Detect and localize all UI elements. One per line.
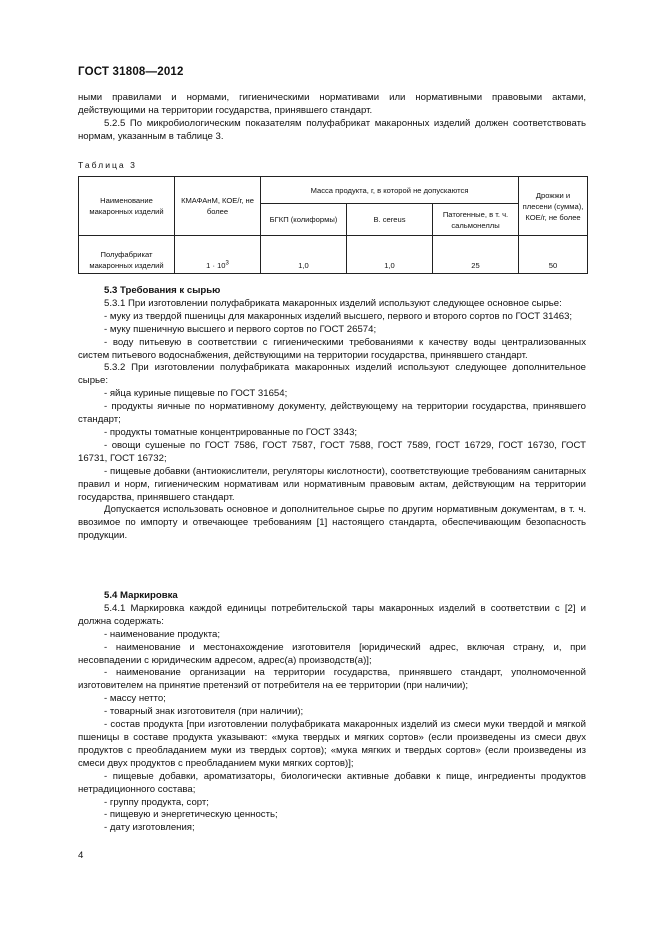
- microbiology-table: [78, 176, 588, 274]
- list-item: - пищевую и энергетическую ценность;: [104, 809, 278, 821]
- list-item: - дату изготовления;: [104, 822, 195, 834]
- header-kmafanm: КМАФАнМ, КОЕ/г, не более: [175, 177, 261, 236]
- cell-kmafanm-base: 1 · 10: [206, 261, 226, 270]
- header-bcereus: B. cereus: [347, 204, 433, 236]
- list-item: - овощи сушеные по ГОСТ 7586, ГОСТ 7587, ГОСТ 7588, ГОСТ 7589, ГОСТ 16729, ГОСТ 16730, ГОСТ 16731, ГОСТ 16732;: [78, 439, 586, 464]
- list-item: - наименование и местонахождение изготовителя [юридический адрес, включая страну, и, при несовпадении с юридическим адресом, адрес(а) производств(а)];: [78, 641, 586, 666]
- top-text-block: [78, 92, 586, 144]
- list-item: - продукты томатные концентрированные по ГОСТ 3343;: [104, 426, 358, 438]
- document-header: ГОСТ 31808—2012: [78, 66, 184, 78]
- cell-pathogenic: 25: [433, 236, 519, 274]
- paragraph-5-3-2: 5.3.2 При изготовлении полуфабриката макаронных изделий используют следующее дополнительное сырье:: [78, 362, 586, 387]
- cell-kmafanm-exponent: 3: [225, 260, 229, 267]
- list-item: - воду питьевую в соответствии с гигиеническими требованиями к качеству воды централизованных систем питьевого водоснабжения, действующими на территории государства, принявшего стандарт.: [78, 336, 586, 361]
- cell-bcereus: 1,0: [347, 236, 433, 274]
- list-item: - группу продукта, сорт;: [104, 796, 209, 808]
- cell-yeast-mold: 50: [519, 236, 588, 274]
- list-item: - массу нетто;: [104, 693, 166, 705]
- section-5-3-title: 5.3 Требования к сырью: [104, 285, 221, 296]
- paragraph-continuation: ными правилами и нормами, гигиеническими нормативами или нормативными правовыми актами, действующими на территории государства, принявшего стандарт.: [78, 92, 586, 116]
- list-item: - состав продукта [при изготовлении полуфабриката макаронных изделий из смеси муки твердой и мягкой пшеницы в составе продукта указывают: «мука твердых и мягких сортов» (если произведены из смеси двух продуктов с преобладанием муки из твердых сортов); «мука мягких и твердых сортов» (если произведены из смеси двух продуктов с преобладанием муки мягких сортов)];: [78, 719, 586, 769]
- header-yeast-mold: Дрожжи и плесени (сумма), КОЕ/г, не более: [519, 177, 588, 236]
- cell-product-name: Полуфабрикат макаронных изделий: [79, 236, 175, 274]
- paragraph-5-3-1: 5.3.1 При изготовлении полуфабриката макаронных изделий используют следующее основное сырье:: [104, 297, 562, 309]
- header-product-name: Наименование макаронных изделий: [79, 177, 175, 236]
- cell-bgkp: 1,0: [261, 236, 347, 274]
- header-pathogenic: Патогенные, в т. ч. сальмонеллы: [433, 204, 519, 236]
- section-5-3: [78, 285, 586, 543]
- list-item: - пищевые добавки (антиокислители, регуляторы кислотности), соответствующие требованиям санитарных правил и норм, гигиеническим нормативам или нормативным правовым актам, действующим на территории государства, принявшего стандарт.: [78, 465, 586, 503]
- list-item: - продукты яичные по нормативному документу, действующему на территории государства, принявшего стандарт;: [78, 401, 586, 426]
- list-item: - пищевые добавки, ароматизаторы, биологически активные добавки к пище, ингредиенты продуктов нетрадиционного состава;: [78, 770, 586, 795]
- list-item: - муку пшеничную высшего и первого сортов по ГОСТ 26574;: [104, 323, 377, 335]
- table-caption: Таблица 3: [78, 160, 137, 170]
- page-number: 4: [78, 850, 84, 861]
- section-5-4: [78, 590, 586, 835]
- paragraph-allowed-raw: Допускается использовать основное и дополнительное сырье по другим нормативным документам, в т. ч. ввозимое по импорту и отвечающее требованиям [1] настоящего стандарта, обеспечивающим безопасность продукции.: [78, 504, 586, 542]
- header-bgkp: БГКП (колиформы): [261, 204, 347, 236]
- header-mass-group: Масса продукта, г, в которой не допускаются: [261, 177, 519, 204]
- list-item: - наименование продукта;: [104, 628, 221, 640]
- section-5-4-title: 5.4 Маркировка: [104, 590, 178, 601]
- list-item: - яйца куриные пищевые по ГОСТ 31654;: [104, 388, 288, 400]
- list-item: - товарный знак изготовителя (при наличии);: [104, 706, 304, 718]
- list-item: - муку из твердой пшеницы для макаронных изделий высшего, первого и второго сортов по ГОСТ 31463;: [104, 310, 573, 322]
- paragraph-5-2-5: 5.2.5 По микробиологическим показателям полуфабрикат макаронных изделий должен соответствовать нормам, указанным в таблице 3.: [78, 117, 586, 142]
- list-item: - наименование организации на территории государства, принявшего стандарт, уполномоченной изготовителем на принятие претензий от потребителя на ее территории (при наличии);: [78, 667, 586, 692]
- paragraph-5-4-1: 5.4.1 Маркировка каждой единицы потребительской тары макаронных изделий в соответствии с [2] и должна содержать:: [78, 602, 586, 627]
- cell-kmafanm: [175, 236, 261, 274]
